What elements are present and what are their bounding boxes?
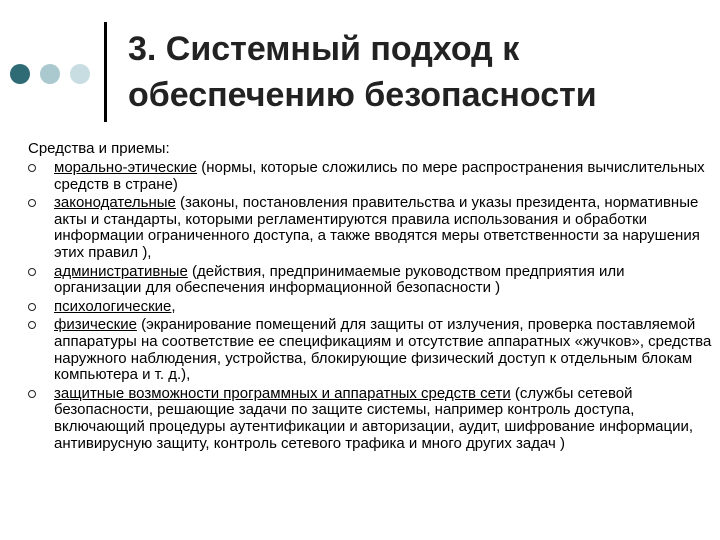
dot-light	[40, 64, 60, 84]
page-title	[128, 26, 708, 118]
slide-content	[28, 140, 716, 454]
list-item	[28, 386, 716, 452]
title-line-2: обеспечению безопасности	[128, 76, 597, 114]
list-item-term: защитные возможности программных и аппаратных средств сети	[54, 384, 511, 402]
list-item-text: (действия, предпринимаемые руководством предприятия или организации для обеспечения информационной безопасности )	[54, 262, 625, 297]
bullet-icon	[28, 268, 36, 276]
list-item-text: (нормы, которые сложились по мере распространения вычислительных средств в стране)	[54, 159, 705, 193]
list-item	[28, 299, 716, 316]
means-list	[28, 160, 716, 452]
bullet-icon	[28, 321, 36, 329]
dot-dark	[10, 64, 30, 84]
list-item-term: административные	[54, 262, 188, 280]
intro-text: Средства и приемы:	[28, 140, 170, 157]
title-divider	[104, 22, 107, 122]
bullet-icon	[28, 164, 36, 172]
list-item-term: физические	[54, 316, 137, 334]
list-item-text: (законы, постановления правительства и указы президента, нормативные акты и стандарты, которыми регламентируются правила использования и обработки информации ограниченного доступа, а также вводятся меры ответственности за нарушения этих правил ),	[54, 194, 700, 261]
dot-lighter	[70, 64, 90, 84]
list-item	[28, 160, 716, 193]
list-item-text: ,	[171, 297, 176, 315]
bullet-icon	[28, 199, 36, 207]
list-item-term: законодательные	[54, 194, 176, 212]
bullet-icon	[28, 303, 36, 311]
list-item	[28, 195, 716, 261]
list-item-text: (службы сетевой безопасности, решающие задачи по защите системы, например контроль доступа, включающий процедуры аутентификации и авторизации, аудит, шифрование информации, антивирусную защиту, контроль сетевого трафика и много других задач )	[54, 384, 694, 452]
list-item-term: морально-этические	[54, 159, 198, 176]
list-item	[28, 317, 716, 383]
list-item-text: (экранирование помещений для защиты от излучения, проверка поставляемой аппаратуры на соответствие ее спецификациям и отсутствие аппаратных «жучков», средства наружного наблюдения, устройства, блокирующие физический доступ к отдельным блокам компьютера и т. д.),	[54, 316, 712, 384]
bullet-icon	[28, 390, 36, 398]
list-item-term: психологические	[54, 297, 172, 315]
decorative-dots	[10, 64, 94, 86]
title-line-1: 3. Системный подход к	[128, 30, 520, 68]
list-item	[28, 264, 716, 297]
